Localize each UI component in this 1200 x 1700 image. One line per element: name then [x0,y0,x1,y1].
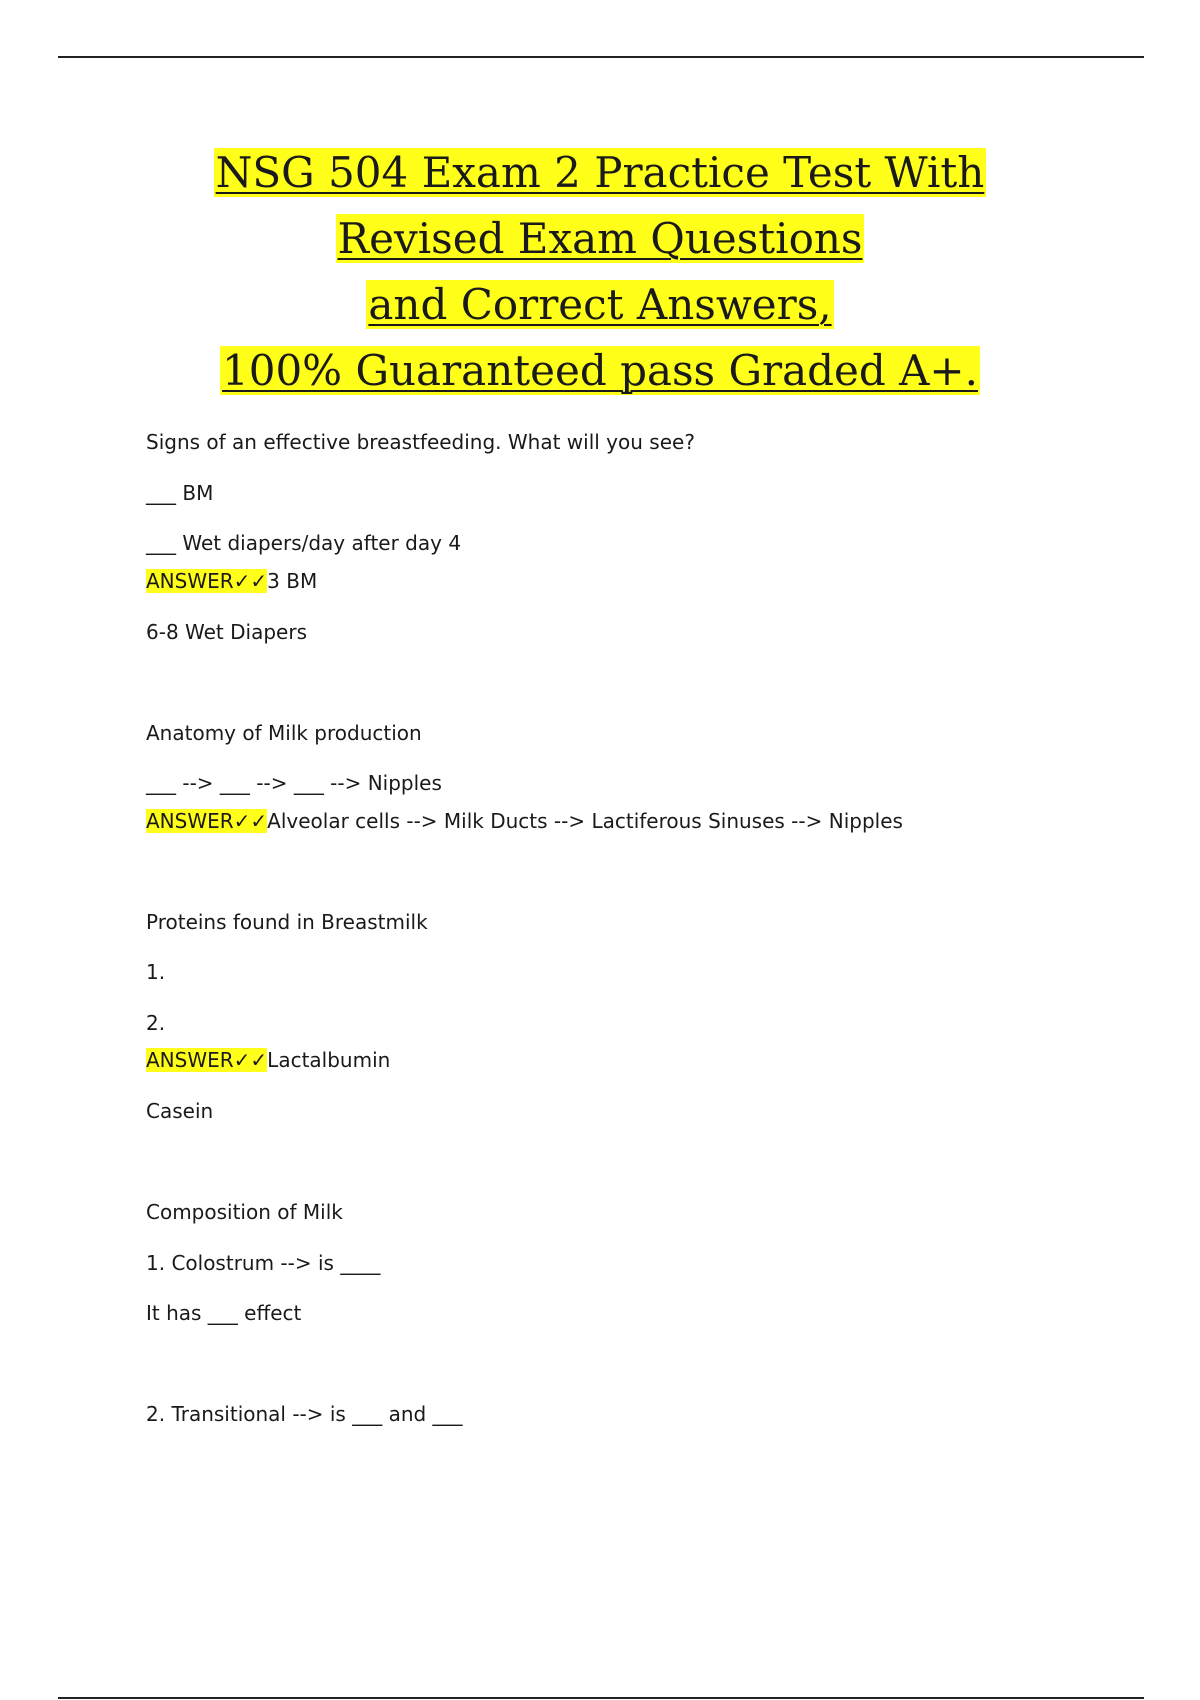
answer-label: ANSWER✓✓ [146,1048,268,1072]
q2-answer [146,808,903,834]
title-line-1: NSG 504 Exam 2 Practice Test With [215,148,985,197]
q4-line-effect: It has ___ effect [146,1301,302,1325]
title-line-4: 100% Guaranteed pass Graded A+. [222,346,978,395]
top-rule [58,56,1144,58]
q3-answer [146,1047,390,1073]
q3-answer-text: Lactalbumin [267,1048,391,1072]
title-line-2: Revised Exam Questions [337,214,863,263]
q2-question: Anatomy of Milk production [146,721,422,745]
q4-line-colostrum: 1. Colostrum --> is ____ [146,1251,381,1275]
q1-line-diapers: ___ Wet diapers/day after day 4 [146,531,462,555]
q3-question: Proteins found in Breastmilk [146,910,428,934]
title-line-3: and Correct Answers, [368,280,832,329]
answer-label: ANSWER✓✓ [146,809,268,833]
q3-answer-extra: Casein [146,1099,214,1123]
q4-question: Composition of Milk [146,1200,343,1224]
q1-question: Signs of an effective breastfeeding. What will you see? [146,430,695,454]
q2-answer-text: Alveolar cells --> Milk Ducts --> Lactiferous Sinuses --> Nipples [267,809,903,833]
q2-line-blanks: ___ --> ___ --> ___ --> Nipples [146,771,442,795]
q1-answer [146,568,317,594]
document-title [0,140,1200,404]
q3-line-1: 1. [146,960,166,984]
q1-answer-text: 3 BM [267,569,318,593]
q1-line-bm: ___ BM [146,481,214,505]
q4-line-transitional: 2. Transitional --> is ___ and ___ [146,1402,463,1426]
bottom-rule [58,1697,1144,1699]
q1-answer-extra: 6-8 Wet Diapers [146,620,307,644]
answer-label: ANSWER✓✓ [146,569,268,593]
q3-line-2: 2. [146,1011,166,1035]
